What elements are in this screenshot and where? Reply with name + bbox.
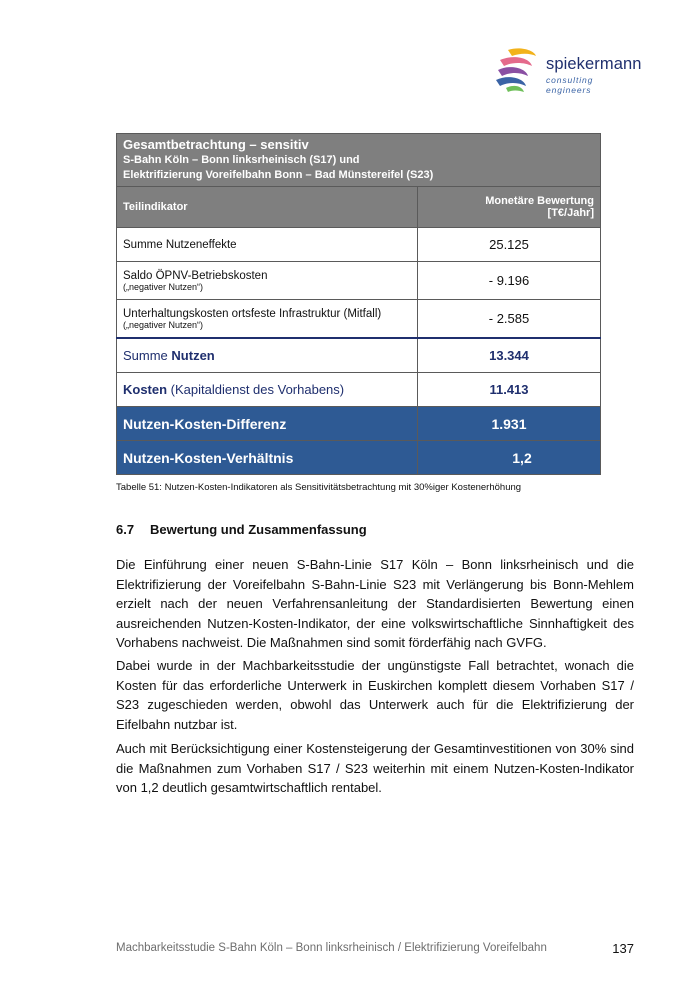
row-label-cell (117, 262, 418, 300)
company-logo (490, 44, 640, 100)
paragraph-1: Die Einführung einer neuen S-Bahn-Linie S17 Köln – Bonn linksrheinisch und die Elektrifizierung der Voreifelbahn S-Bahn-Linie S23 mit Verlängerung bis Bonn-Mehlem erzielt nach der neuen Verfahrensanleitung der Standardisierten Bewertung einen ausreichenden Nutzen-Kosten-Indikator, der eine volkswirtschaftliche Sinnhaftigkeit des Vorhabens nachweist. Die Maßnahmen sind somit förderfähig nach GVFG. (116, 557, 634, 650)
row-value: - 2.585 (418, 300, 601, 339)
page-number: 137 (612, 941, 634, 956)
column-header-row (117, 187, 601, 228)
row-label: Unterhaltungskosten ortsfeste Infrastruktur (Mitfall) (123, 307, 382, 320)
table-title: Gesamtbetrachtung – sensitiv (123, 137, 309, 152)
row-value: 25.125 (418, 228, 601, 262)
table-subtitle-1: S-Bahn Köln – Bonn linksrheinisch (S17) und (123, 154, 360, 166)
logo-mark-icon (490, 44, 546, 100)
kosten-suffix: (Kapitaldienst des Vorhabens) (167, 382, 345, 397)
kosten-strong: Kosten (123, 382, 168, 397)
row-label: Summe Nutzeneffekte (117, 228, 418, 262)
table-caption: Tabelle 51: Nutzen-Kosten-Indikatoren als Sensitivitätsbetrachtung mit 30%iger Kostenerhöhung (116, 482, 522, 493)
nkv-value-text: 1,2 (512, 449, 532, 466)
table-title-cell (117, 134, 601, 187)
paragraph-2: Dabei wurde in der Machbarkeitsstudie der ungünstigste Fall betrachtet, wonach die Kosten für das erforderliche Unterwerk in Euskirchen komplett diesem Vorhaben S17 / S23 zugeschieden werden, obwohl das Unterwerk auch für die Elektrifizierung der Eifelbahn nutzbar ist. (116, 658, 634, 732)
section-number: 6.7 (116, 522, 135, 537)
table-subtitle-2: Elektrifizierung Voreifelbahn Bonn – Bad Münstereifel (S23) (123, 169, 434, 181)
table-header (117, 134, 601, 187)
nkd-row (117, 407, 601, 441)
row-note: („negativer Nutzen“) (123, 319, 204, 330)
table-row (117, 262, 601, 300)
table-row (117, 300, 601, 339)
kosten-value: 11.413 (418, 373, 601, 407)
summe-nutzen-label (117, 338, 418, 373)
paragraph-3: Auch mit Berücksichtigung einer Kostensteigerung der Gesamtinvestitionen von 30% sind die Maßnahmen zum Vorhaben S17 / S23 weiterhin mit einem Nutzen-Kosten-Indikator von 1,2 deutlich gesamtwirtschaftlich rentabel. (116, 741, 634, 795)
section-title: Bewertung und Zusammenfassung (150, 522, 367, 537)
summe-nutzen-row (117, 338, 601, 373)
cost-benefit-table (116, 133, 601, 475)
nkv-value (418, 441, 601, 475)
nkv-label: Nutzen-Kosten-Verhältnis (117, 441, 418, 475)
section-heading (116, 522, 367, 537)
nkv-row (117, 441, 601, 475)
column-header-value-line-1: Monetäre Bewertung (485, 195, 594, 207)
column-header-indicator: Teilindikator (117, 187, 418, 228)
footer-text: Machbarkeitsstudie S-Bahn Köln – Bonn linksrheinisch / Elektrifizierung Voreifelbahn (116, 942, 547, 954)
table-row (117, 228, 601, 262)
column-header-value (418, 187, 601, 228)
logo-tagline: consulting engineers (546, 75, 594, 95)
kosten-row (117, 373, 601, 407)
logo-name: spiekermann (546, 55, 642, 73)
row-label-cell (117, 300, 418, 339)
summe-nutzen-prefix: Summe (123, 348, 172, 363)
nkd-label: Nutzen-Kosten-Differenz (117, 407, 418, 441)
summe-nutzen-strong: Nutzen (171, 348, 215, 363)
nkd-value: 1.931 (418, 407, 601, 441)
summe-nutzen-value: 13.344 (418, 338, 601, 373)
row-value: - 9.196 (418, 262, 601, 300)
row-note: („negativer Nutzen“) (123, 281, 204, 292)
row-label: Saldo ÖPNV-Betriebskosten (123, 269, 268, 282)
column-header-value-line-2: [T€/Jahr] (547, 207, 594, 219)
kosten-label (117, 373, 418, 407)
